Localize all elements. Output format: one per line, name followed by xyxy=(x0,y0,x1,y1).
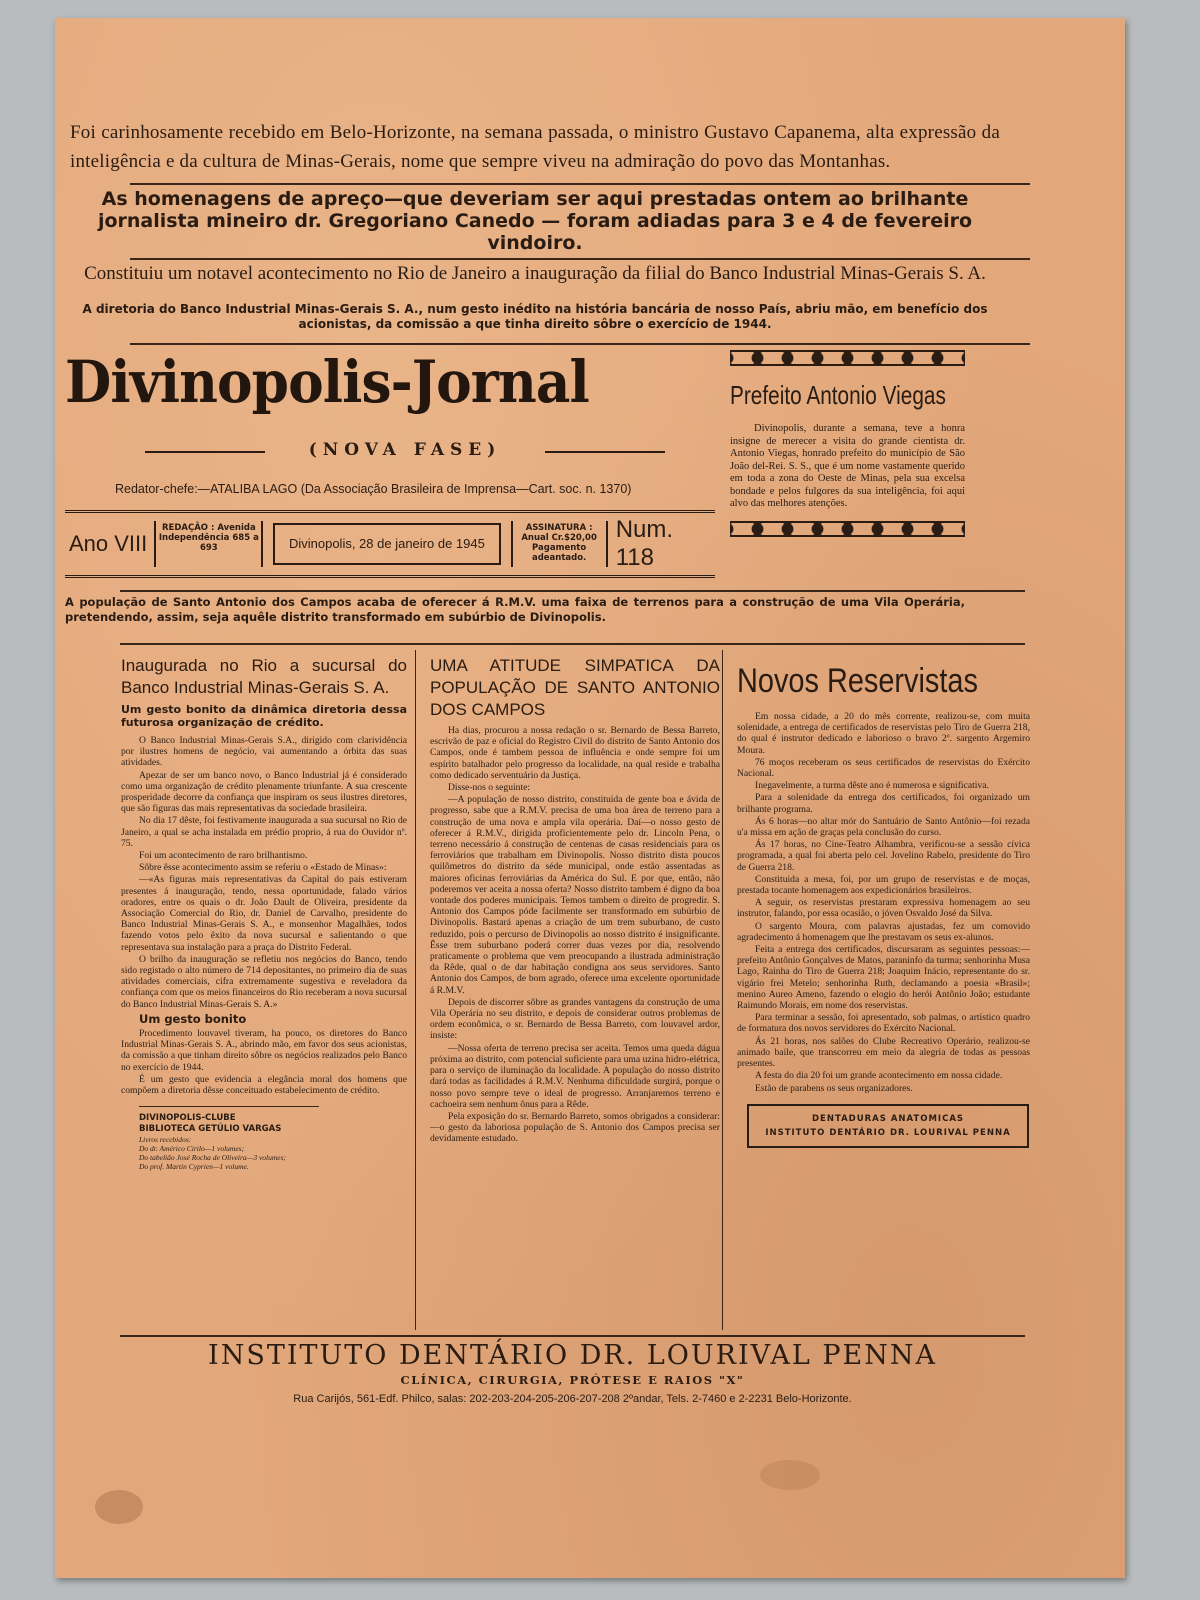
clube-line: Do tabelião José Rocha de Oliveira—3 volumes; xyxy=(139,1153,287,1163)
clube-notice xyxy=(139,1106,319,1171)
masthead xyxy=(65,348,715,438)
paragraph: Ás 6 horas—no altar mór do Santuário de Santo Antônio—foi rezada u'a missa em ação de graças pela conclusão do curso. xyxy=(737,815,1030,839)
prefeito-text: Divinopolis, durante a semana, teve a honra insigne de merecer a visita do grande cientista dr. Antonio Viegas, honrado prefeito do município de São João del-Rei. S. S., que é um nome vastamente querido em toda a zona do Oeste de Minas, pela sua excelsa bondade e pelos fulgores da sua inteligência, foi aqui alvo das melhores atenções. xyxy=(730,423,965,509)
dentaduras-ad-box xyxy=(747,1104,1029,1148)
column-divider xyxy=(722,650,723,1330)
paper-stain xyxy=(760,1460,820,1490)
column-banco xyxy=(121,655,407,1171)
paragraph: Foi um acontecimento de raro brilhantismo. xyxy=(139,850,308,862)
paragraph: Ás 17 horas, no Cine-Teatro Alhambra, verificou-se a sessão cívica programada, a qual foi aberta pelo cel. Jovelino Rabelo, presidente do Tiro de Guerra 218. xyxy=(737,839,1030,873)
ornament-border xyxy=(730,521,965,537)
clube-name: DIVINOPOLIS-CLUBE xyxy=(139,1113,236,1124)
paragraph: Feita a entrega dos certificados, discursaram as seguintes pessoas:—prefeito Antônio Gonçalves de Matos, paraninfo da turma; senhorinha Musa Lago, Rainha do Tiro de Guerra 218; Joaquim Inácio, representante do sr. vigário frei Metelo; senhorinha Ruth, declamando a poesia «Brasil»; menino Aureo Ameno, fazendo o elogio do herói Antônio João; estudante Raimundo Morais, em nome dos reservistas. xyxy=(737,944,1030,1012)
column-reservistas xyxy=(737,655,1030,1148)
paragraph: Inegavelmente, a turma dêste ano é numerosa e significativa. xyxy=(755,780,989,792)
prefeito-box xyxy=(730,350,965,537)
paragraph: É um gesto que evidencia a elegância moral dos homens que compõem a diretoria dêsse conceituado estabelecimento de crédito. xyxy=(121,1073,407,1097)
paragraph: No dia 17 dêste, foi festivamente inaugurada a sua sucursal no Rio de Janeiro, a qual se acha instalada em prédio proprio, á rua do Ouvidor nº. 75. xyxy=(121,815,407,849)
paragraph: Estão de parabens os seus organizadores. xyxy=(755,1082,913,1094)
article-title: UMA ATITUDE SIMPATICA DA POPULAÇÃO DE SANTO ANTONIO DOS CAMPOS xyxy=(430,656,720,719)
prefeito-title: Prefeito Antonio Viegas xyxy=(730,380,946,410)
paragraph: O sargento Moura, com palavras ajustadas, fez um comovido agradecimento á homenagem que lhe prestavam os seus ex-alunos. xyxy=(737,920,1030,943)
divider xyxy=(120,1335,1025,1337)
paragraph: Sôbre êsse acontecimento assim se referiu o «Estado de Minas»: xyxy=(139,862,387,874)
paragraph: Apezar de ser um banco novo, o Banco Industrial já é considerado como uma organização de crédito plenamente triunfante. A sua crescente prosperidade decorre da confiança que inspiram os seus ilustres diretores, que são figuras das mais representativas da sociedade brasileira. xyxy=(121,769,407,815)
divider xyxy=(130,183,1030,185)
headline-homenagens: As homenagens de apreço—que deveriam ser aqui prestadas ontem ao brilhante jornalista mineiro dr. Gregoriano Canedo — foram adiadas para 3 e 4 de fevereiro vindoiro. xyxy=(97,188,973,254)
clube-subtitle: BIBLIOTECA GETÚLIO VARGAS xyxy=(139,1124,282,1135)
paragraph: Depois de discorrer sôbre as grandes vantagens da construção de uma Vila Operária no seu distrito, e depois de considerar outros problemas de ordem econômica, o sr. Bernardo de Bessa Barreto, com louvavel ardor, insiste: xyxy=(430,996,720,1042)
paragraph: Pela exposição do sr. Bernardo Barreto, somos obrigados a considerar:—o gesto da laboriosa população de S. Antonio dos Campos precisa ser devidamente estudado. xyxy=(430,1110,720,1145)
section-title: Um gesto bonito xyxy=(139,1011,247,1026)
paragraph: Ás 21 horas, nos salões do Clube Recreativo Operário, realizou-se animado baile, que transcorreu em meio da alegria de todas as pessoas presentes. xyxy=(737,1035,1030,1070)
ad-line: DENTADURAS ANATOMICAS xyxy=(811,1113,965,1124)
masthead-subtitle: (NOVA FASE) xyxy=(145,440,665,460)
paragraph: Ha dias, procurou a nossa redação o sr. Bernardo de Bessa Barreto, escrivão de paz e oficial do Registro Civil do distrito de Santo Antonio dos Campos, onde é tambem pessoa de influência e onde sempre foi um espírito batalhador pelo progresso da localidade, na qual reside e trabalha como dedicado serventuário da Justiça. xyxy=(430,725,720,781)
issue-date: Divinopolis, 28 de janeiro de 1945 xyxy=(273,523,500,565)
ad-address: Rua Carijós, 561-Edf. Philco, salas: 202-203-204-205-206-207-208 2ºandar, Tels. 2-7460 e 2-2231 Belo-Horizonte. xyxy=(293,1393,852,1405)
column-divider xyxy=(415,650,416,1330)
issue-number: Num. 118 xyxy=(615,516,674,571)
article-title: Inaugurada no Rio a sucursal do Banco Industrial Minas-Gerais S. A. xyxy=(121,656,407,697)
divider xyxy=(130,258,1030,260)
ad-line: INSTITUTO DENTÁRIO DR. LOURIVAL PENNA xyxy=(765,1127,1011,1138)
redacao-address: REDAÇÃO : Avenida Independência 685 a 693 xyxy=(156,521,263,567)
ad-subtitle: CLÍNICA, CIRURGIA, PRÓTESE E RAIOS "X" xyxy=(400,1373,745,1387)
paragraph: —A população de nosso distrito, constituida de gente boa e ávida de progresso, sabe que a R.M.V. precisa de uma boa área de terreno para a construção de uma nova e ampla vila operária. Daí—o nosso gesto de oferecer á R.M.V., dirigida proficientemente pelo dr. Lincoln Pena, o terreno necessário á construção de centenas de casas residenciais para os ferroviários que trabalham em Divinopolis. Nosso distrito dista poucos quilômetros do distrito da séde municipal, onde estão assentadas as maiores oficinas ferroviárias da América do Sul. E por que, então, não poderemos ver aceita a nossa oferta? Nosso distrito tambem é digno da boa vontade dos poderes municipais. Temos tambem o direito de progredir. S. Antonio dos Campos póde facilmente ser transformado em subúrbio de Divinopolis. Bastará apenas a criação de um trem suburbano, de custo reduzido, pois o percurso de Divinopolis ao nosso distrito é insignificante. Êsse trem suburbano poderá correr duas vezes por dia, resolvendo praticamente o problema que vem preocupando a ilustrada administração da Rêde, qual o de dar habitação condigna aos seus servidores. Santo Antonio dos Campos, de bom agrado, oferece uma excelente oportunidade á R.M.V. xyxy=(430,794,720,996)
article-title: Novos Reservistas xyxy=(737,662,978,700)
paragraph: Para terminar a sessão, foi apresentado, sob palmas, o artístico quadro de formatura dos novos servidores do Exército Nacional. xyxy=(737,1012,1030,1035)
paper-stain xyxy=(95,1490,143,1524)
paragraph: A seguir, os reservistas prestaram expressiva homenagem ao seu instrutor, falando, por essa ocasião, o jóven Osvaldo José da Silva. xyxy=(737,897,1030,920)
column-santo-antonio xyxy=(430,655,720,1146)
headline-capanema: Foi carinhosamente recebido em Belo-Horizonte, na semana passada, o ministro Gustavo Capanema, alta expressão da inteligência e da cultura de Minas-Gerais, nome que sempre viveu na admiração do povo das Montanhas. xyxy=(70,122,1000,172)
ad-title: INSTITUTO DENTÁRIO DR. LOURIVAL PENNA xyxy=(208,1340,937,1371)
santo-antonio-headline: A população de Santo Antonio dos Campos acaba de oferecer á R.M.V. uma faixa de terrenos para a construção de uma Vila Operária, pretendendo, assim, seja aquêle distrito transformado em subúrbio de Divinopolis. xyxy=(65,595,965,624)
paragraph: Para a solenidade da entrega dos certificados, foi organizado um brilhante programa. xyxy=(737,792,1030,815)
subscription-info: ASSINATURA : Anual Cr.$20,00 Pagamento adeantado. xyxy=(511,521,608,567)
divider xyxy=(130,343,1030,345)
info-bar xyxy=(65,510,715,578)
masthead-title: Divinopolis-Jornal xyxy=(65,348,589,416)
dental-institute-ad xyxy=(120,1340,1025,1405)
ornament-border xyxy=(730,350,965,366)
paragraph: A festa do dia 20 foi um grande acontecimento em nossa cidade. xyxy=(755,1070,1003,1082)
paragraph: Disse-nos o seguinte: xyxy=(448,782,531,794)
paragraph: Procedimento louvavel tiveram, ha pouco, os diretores do Banco Industrial Minas-Gerais S. A., abrindo mão, em favor dos seus acionistas, da comissão a que tinham direito sôbre os negócios realizados pelo Banco no exercício de 1944. xyxy=(121,1028,407,1073)
paragraph: O Banco Industrial Minas-Gerais S.A., dirigido com clarividência por ilustres homens de negócio, vai aumentando a órbita das suas atividades. xyxy=(121,735,407,769)
headline-diretoria: A diretoria do Banco Industrial Minas-Gerais S. A., num gesto inédito na história bancária de nosso País, abriu mão, em benefício dos acionistas, da comissão a que tinha direito sôbre o exercício de 1944. xyxy=(82,302,988,331)
paragraph: —«As figuras mais representativas da Capital do país estiveram presentes á inauguração, tendo, nessa oportunidade, falado vários oradores, entre os quais o dr. João Dault de Oliveira, presidente da Associação Comercial do Rio, dr. Daniel de Carvalho, presidente do Banco Industrial Minas-Gerais S. A., e monsenhor Magalhães, todos fazendo votos pelo êxito da nova sucursal e salientando o que representava sua instalação para a praça do Distrito Federal. xyxy=(121,874,407,953)
divider xyxy=(120,643,1025,645)
paragraph: O brilho da inauguração se refletiu nos negócios do Banco, tendo sido registado o alto número de 714 depositantes, no primeiro dia de suas atividades comerciais, cifra extremamente sugestiva e reveladora da confiança com que os meios financeiros do Rio receberam a nova sucursal do Banco Industrial Minas-Gerais S. A.» xyxy=(121,953,407,1010)
paragraph: 76 moços receberam os seus certificados de reservistas do Exército Nacional. xyxy=(737,756,1030,780)
paragraph: Em nossa cidade, a 20 do mês corrente, realizou-se, com muita solenidade, a entrega de certificados de reservistas pelo Tiro de Guerra 218, do qual é instrutor dedicado e laborioso o bravo 2º. sargento Argemiro Moura. xyxy=(737,711,1030,756)
clube-line: Livros recebidos: xyxy=(139,1135,192,1145)
paragraph: Constituida a mesa, foi, por um grupo de reservistas e de moças, prestada tocante homenagem aos expedicionários brasileiros. xyxy=(737,873,1030,897)
article-subtitle: Um gesto bonito da dinâmica diretoria dessa futurosa organização de crédito. xyxy=(121,703,407,729)
clube-line: Do prof. Martin Cyprien—1 volume. xyxy=(139,1162,249,1172)
headline-banco: Constituiu um notavel acontecimento no Rio de Janeiro a inauguração da filial do Banco Industrial Minas-Gerais S. A. xyxy=(84,263,986,284)
clube-line: Do dr. Américo Cirilo—1 volumes; xyxy=(139,1144,245,1154)
paragraph: —Nossa oferta de terreno precisa ser aceita. Temos uma queda dágua próxima ao distrito, com potencial suficiente para uma uzina hidro-elétrica, para o serviço de iluminação da localidade. A população do nosso distrito dará todas as facilidades á R.M.V. Nenhuma dificuldade surgirá, porque o nosso povo sempre teve o ideal de progresso. Arranjaremos terreno e cachoeira sem nenhum ônus para a Rêde. xyxy=(430,1042,720,1110)
divider xyxy=(120,590,1025,592)
redator-line: Redator-chefe:—ATALIBA LAGO (Da Associação Brasileira de Imprensa—Cart. soc. n. 1370) xyxy=(115,482,632,496)
year-label: Ano VIII xyxy=(65,521,156,567)
